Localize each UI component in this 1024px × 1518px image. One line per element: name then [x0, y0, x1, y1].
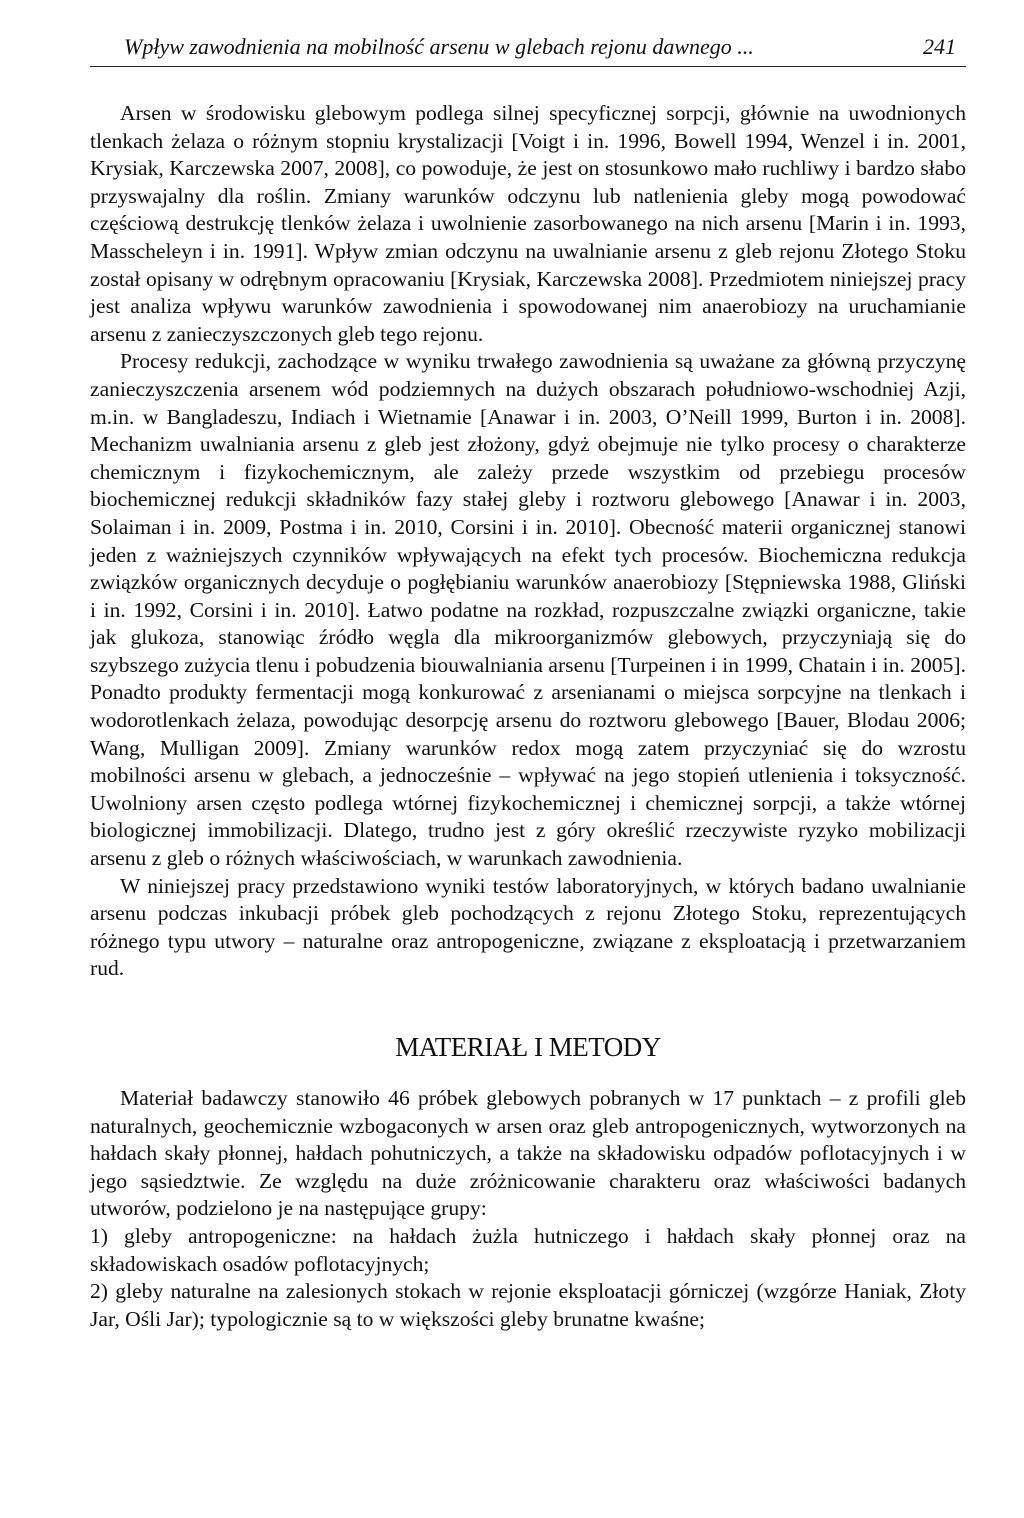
section-heading: MATERIAŁ I METODY: [395, 1032, 661, 1062]
running-title: Wpływ zawodnienia na mobilność arsenu w glebach rejonu dawnego ...: [124, 34, 754, 59]
paragraph-1: Arsen w środowisku glebowym podlega silnej specyficznej sorpcji, głównie na uwodnionych tlenkach żelaza o różnym stopniu krystalizacji [Voigt i in. 1996, Bowell 1994, Wenzel i in. 2001, Krysiak, Karczewska 2007, 2008], co powoduje, że jest on stosunkowo mało ruchliwy i bardzo słabo przyswajalny dla roślin. Zmiany warunków odczynu lub natlenienia gleby mogą powodować częściową destrukcję tlenków żelaza i uwolnienie zasorbowanego na nich arsenu [Marin i in. 1993, Masscheleyn i in. 1991]. Wpływ zmian odczynu na uwalnianie arsenu z gleb rejonu Złotego Stoku został opisany w odrębnym opracowaniu [Krysiak, Karczewska 2008]. Przedmiotem niniejszej pracy jest analiza wpływu warunków zawodnienia i spowodowanej nim anaerobiozy na uruchamianie arsenu z zanieczyszczonych gleb tego rejonu.: [90, 101, 966, 346]
section-intro: Materiał badawczy stanowiło 46 próbek glebowych pobranych w 17 punktach – z profili gleb naturalnych, geochemicznie wzbogaconych w arsen oraz gleb antropogenicznych, wytworzonych na hałdach skały płonnej, hałdach pohutniczych, a także na składowisku odpadów poflotacyjnych i w jego sąsiedztwie. Ze względu na duże zróżnicowanie charakteru oraz właściwości badanych utworów, podzielono je na następujące grupy:: [90, 1086, 966, 1221]
running-header: [90, 30, 966, 67]
page-number: 241: [923, 34, 956, 59]
list-item-1: 1) gleby antropogeniczne: na hałdach żużla hutniczego i hałdach skały płonnej oraz na składowiskach osadów poflotacyjnych;: [90, 1223, 966, 1276]
paragraph-3: W niniejszej pracy przedstawiono wyniki testów laboratoryjnych, w których badano uwalnianie arsenu podczas inkubacji próbek gleb pochodzących z rejonu Złotego Stoku, reprezentujących różnego typu utwory – naturalne oraz antropogeniczne, związane z eksploatacją i przetwarzaniem rud.: [90, 873, 966, 981]
paragraph-2: Procesy redukcji, zachodzące w wyniku trwałego zawodnienia są uważane za główną przyczynę zanieczyszczenia arsenem wód podziemnych na dużych obszarach południowo-wschodniej Azji, m.in. w Bangladeszu, Indiach i Wietnamie [Anawar i in. 2003, O’Neill 1999, Burton i in. 2008]. Mechanizm uwalniania arsenu z gleb jest złożony, gdyż obejmuje nie tylko procesy o charakterze chemicznym i fizykochemicznym, ale zależy przede wszystkim od przebiegu procesów biochemicznej redukcji składników fazy stałej gleby i roztworu glebowego [Anawar i in. 2003, Solaiman i in. 2009, Postma i in. 2010, Corsini i in. 2010]. Obecność materii organicznej stanowi jeden z ważniejszych czynników wpływających na efekt tych procesów. Biochemiczna redukcja związków organicznych decyduje o pogłębianiu warunków anaerobiozy [Stępniewska 1988, Gliński i in. 1992, Corsini i in. 2010]. Łatwo podatne na rozkład, rozpuszczalne związki organiczne, takie jak glukoza, stanowiąc źródło węgla dla mikroorganizmów glebowych, przyczyniają się do szybszego zużycia tlenu i pobudzenia biouwalniania arsenu [Turpeinen i in 1999, Chatain i in. 2005]. Ponadto produkty fermentacji mogą konkurować z arsenianami o miejsca sorpcyjne na tlenkach i wodorotlenkach żelaza, powodując desorpcję arsenu do roztworu glebowego [Bauer, Blodau 2006; Wang, Mulligan 2009]. Zmiany warunków redox mogą zatem przyczyniać się do wzrostu mobilności arsenu w glebach, a jednocześnie – wpływać na jego stopień utlenienia i toksyczność. Uwolniony arsen często podlega wtórnej fizykochemicznej i chemicznej sorpcji, a także wtórnej biologicznej immobilizacji. Dlatego, trudno jest z góry określić rzeczywiste ryzyko mobilizacji arsenu z gleb o różnych właściwościach, w warunkach zawodnienia.: [90, 349, 966, 871]
list-item-2: 2) gleby naturalne na zalesionych stokach w rejonie eksploatacji górniczej (wzgórze Haniak, Złoty Jar, Ośli Jar); typologicznie są to w większości gleby brunatne kwaśne;: [90, 1279, 966, 1331]
body-text: [90, 100, 966, 1333]
